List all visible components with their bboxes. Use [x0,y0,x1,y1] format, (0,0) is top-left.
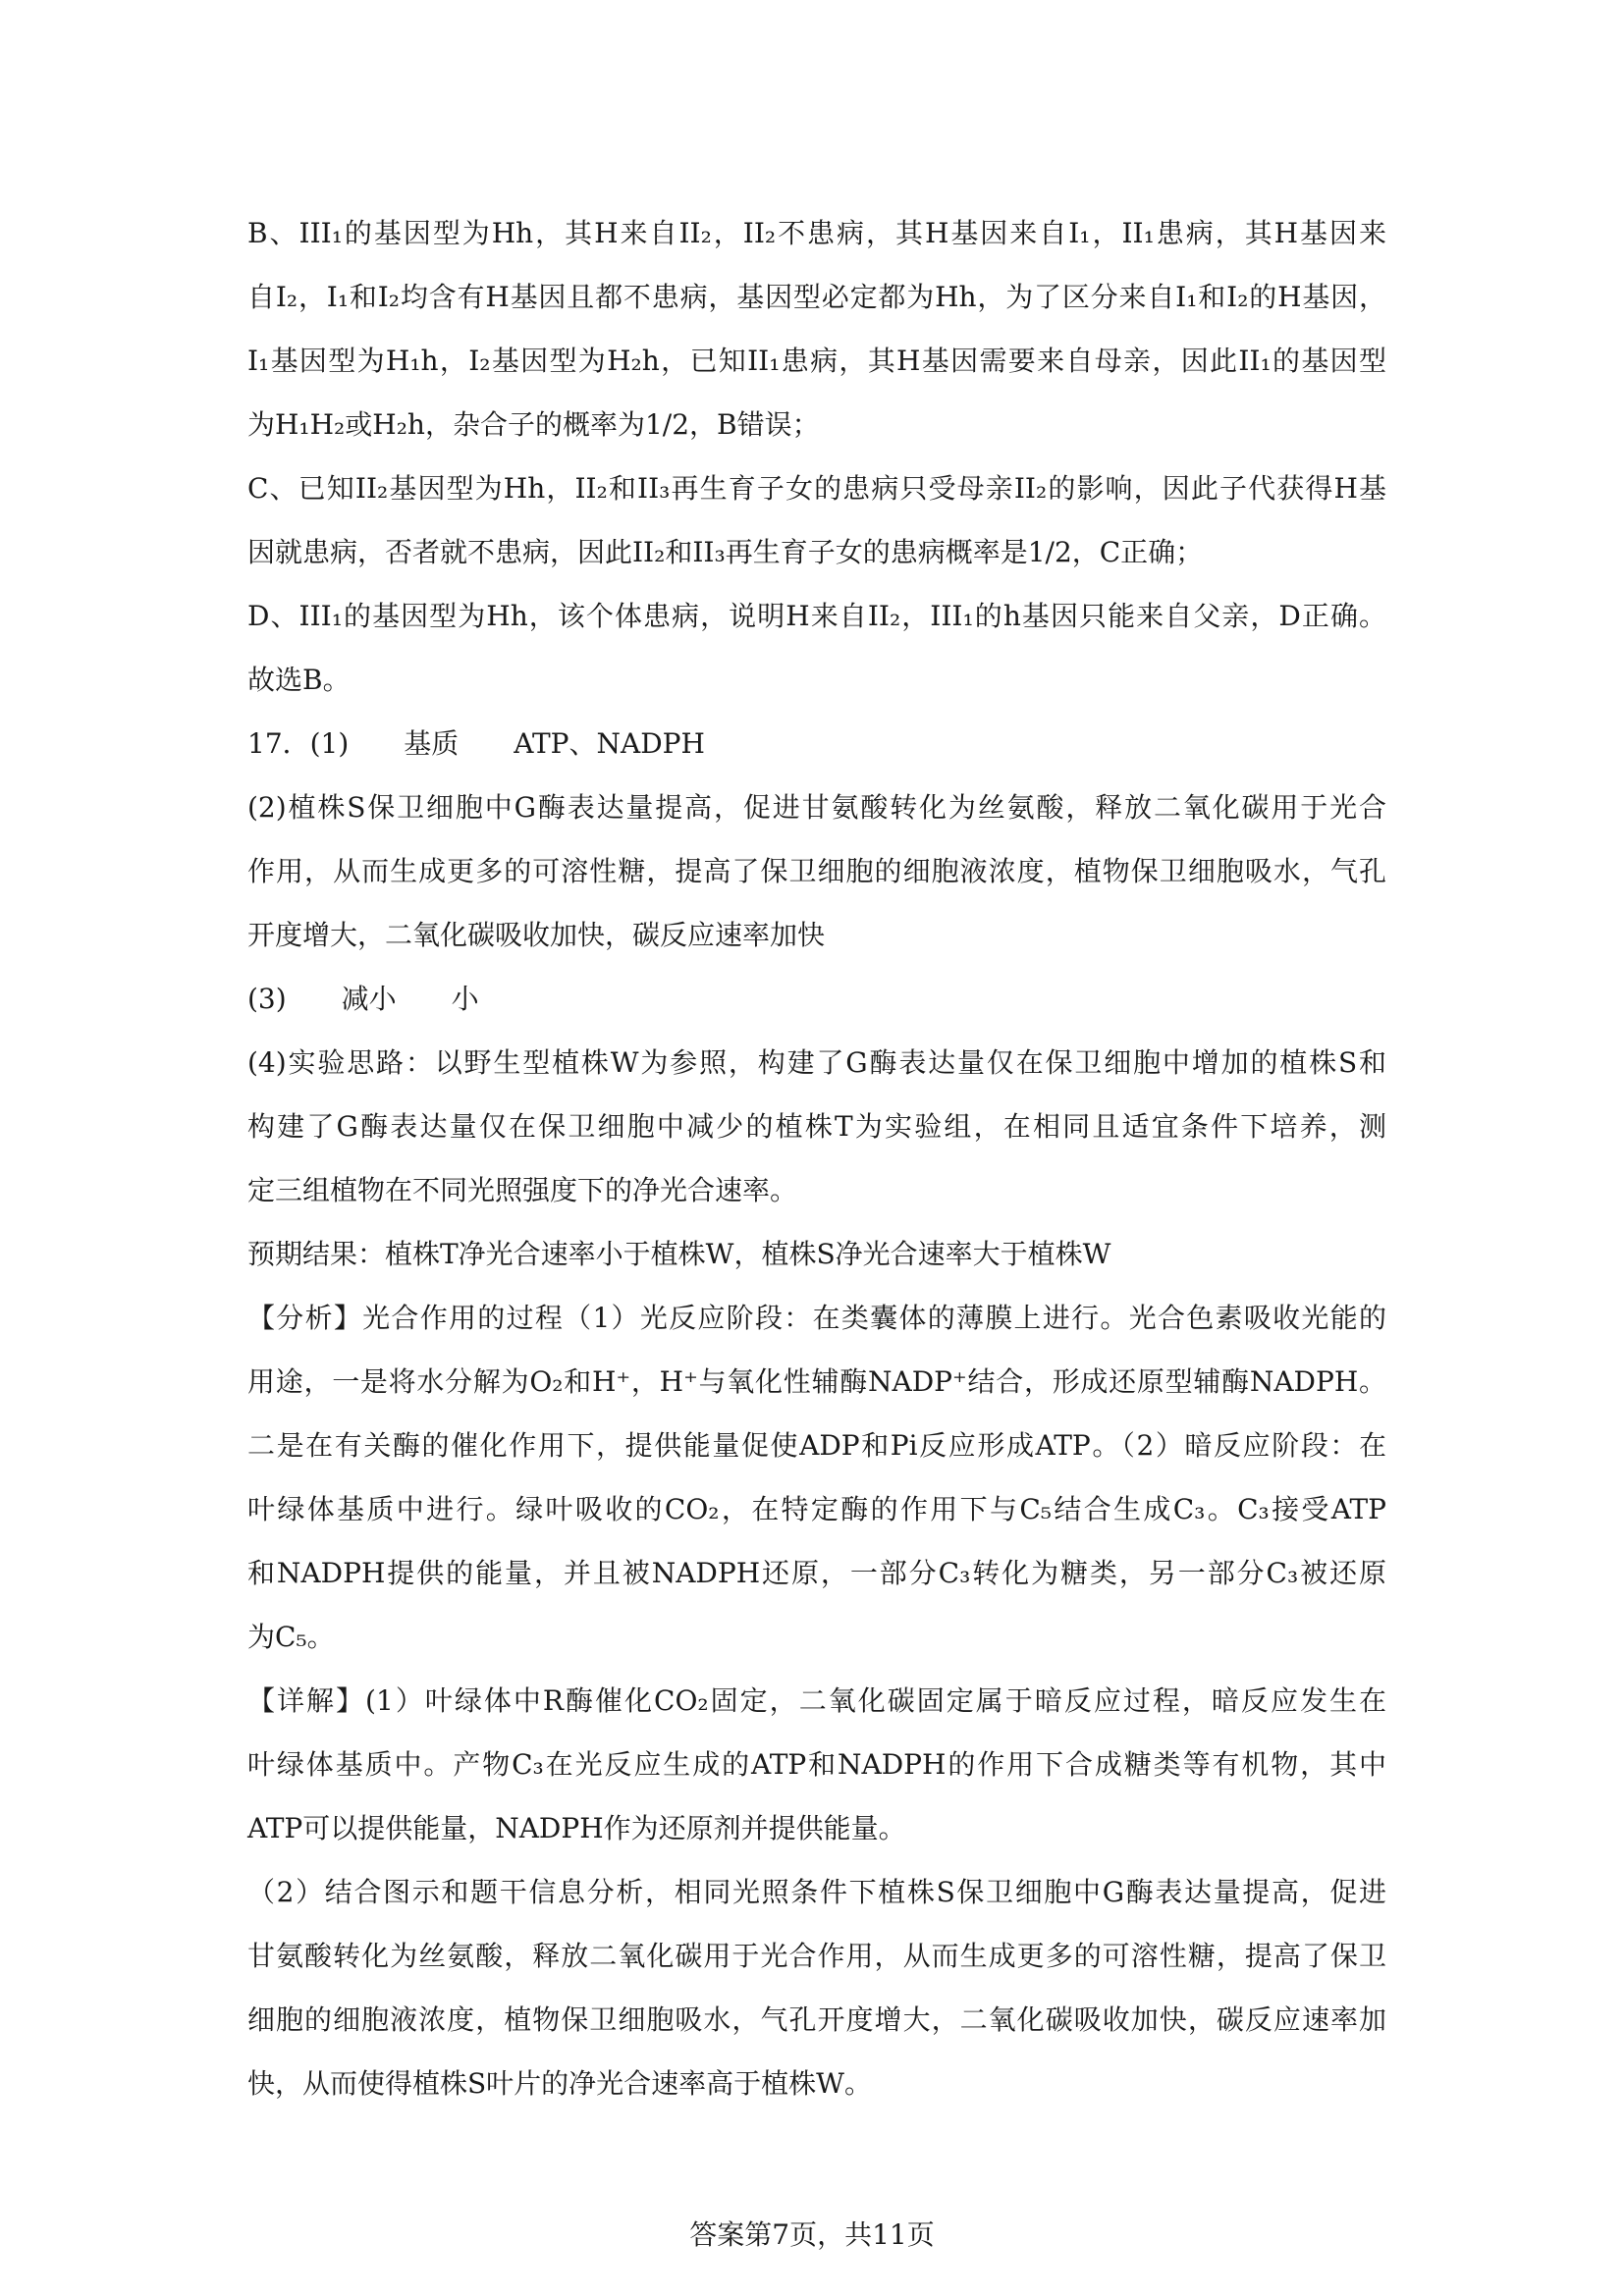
text-line: 作用，从而生成更多的可溶性糖，提高了保卫细胞的细胞液浓度，植物保卫细胞吸水，气孔 [247,855,1386,887]
detail-section-part-2 [247,1860,1386,2115]
text-line: 【详解】(1）叶绿体中R酶催化CO₂固定，二氧化碳固定属于暗反应过程，暗反应发生在 [247,1684,1386,1717]
text-line: 甘氨酸转化为丝氨酸，释放二氧化碳用于光合作用，从而生成更多的可溶性糖，提高了保卫 [247,1940,1386,1972]
question-17-part-4-answer [247,1031,1386,1222]
text-line: 预期结果：植株T净光合速率小于植株W，植株S净光合速率大于植株W [247,1238,1111,1270]
detail-section-part-1 [247,1669,1386,1860]
page-footer: 答案第7页，共11页 [689,2218,935,2251]
text-line: 用途，一是将水分解为O₂和H⁺，H⁺与氧化性辅酶NADP⁺结合，形成还原型辅酶NADPH。 [247,1365,1386,1398]
text-line: 细胞的细胞液浓度，植物保卫细胞吸水，气孔开度增大，二氧化碳吸收加快，碳反应速率加 [247,2003,1386,2036]
text-line: (4)实验思路：以野生型植株W为参照，构建了G酶表达量仅在保卫细胞中增加的植株S和 [247,1046,1386,1079]
text-line: ATP可以提供能量，NADPH作为还原剂并提供能量。 [247,1812,906,1844]
text-line: 叶绿体基质中。产物C₃在光反应生成的ATP和NADPH的作用下合成糖类等有机物，其中 [247,1748,1386,1781]
text-line: （2）结合图示和题干信息分析，相同光照条件下植株S保卫细胞中G酶表达量提高，促进 [247,1876,1386,1908]
question-17-part-3-answer [247,967,1386,1031]
text-line: 【分析】光合作用的过程（1）光反应阶段：在类囊体的薄膜上进行。光合色素吸收光能的 [247,1302,1386,1334]
question-17-part-1-answer [247,712,1386,775]
text-line: D、III₁的基因型为Hh，该个体患病，说明H来自II₂，III₁的h基因只能来自父亲，D正确。 [247,600,1386,632]
answer-option-c [247,456,1386,584]
analysis-section [247,1286,1386,1669]
answer-page-body [247,201,1386,2115]
answer-option-b [247,201,1386,456]
text-line: 叶绿体基质中进行。绿叶吸收的CO₂，在特定酶的作用下与C₅结合生成C₃。C₃接受ATP [247,1493,1386,1525]
text-line: 为H₁H₂或H₂h，杂合子的概率为1/2，B错误； [247,408,820,441]
text-line: 快，从而使得植株S叶片的净光合速率高于植株W。 [247,2067,872,2100]
text-line: B、III₁的基因型为Hh，其H来自II₂，II₂不患病，其H基因来自I₁，II₁患病，其H基因来 [247,217,1386,249]
text-line: (2)植株S保卫细胞中G酶表达量提高，促进甘氨酸转化为丝氨酸，释放二氧化碳用于光合 [247,791,1386,824]
text-line: 故选B。 [247,664,351,696]
text-line: 17．(1) 基质 ATP、NADPH [247,727,705,760]
text-line: 因就患病，否者就不患病，因此II₂和II₃再生育子女的患病概率是1/2，C正确； [247,536,1204,568]
text-line: I₁基因型为H₁h，I₂基因型为H₂h，已知II₁患病，其H基因需要来自母亲，因此II₁的基因型 [247,345,1386,377]
text-line: C、已知II₂基因型为Hh，II₂和II₃再生育子女的患病只受母亲II₂的影响，因此子代获得H基 [247,472,1386,505]
text-line: 和NADPH提供的能量，并且被NADPH还原，一部分C₃转化为糖类，另一部分C₃被还原 [247,1557,1386,1589]
text-line: 自I₂，I₁和I₂均含有H基因且都不患病，基因型必定都为Hh，为了区分来自I₁和I₂的H基因， [247,281,1386,313]
text-line: 开度增大，二氧化碳吸收加快，碳反应速率加快 [247,919,826,951]
text-line: 为C₅。 [247,1621,335,1653]
text-line: 构建了G酶表达量仅在保卫细胞中减少的植株T为实验组，在相同且适宜条件下培养，测 [247,1110,1386,1143]
text-line: 二是在有关酶的催化作用下，提供能量促使ADP和Pi反应形成ATP。（2）暗反应阶段：在 [247,1429,1386,1462]
text-line: 定三组植物在不同光照强度下的净光合速率。 [247,1174,798,1206]
text-line: (3) 减小 小 [247,983,479,1015]
question-17-part-2-answer [247,775,1386,967]
answer-option-d [247,584,1386,712]
expected-result [247,1222,1386,1286]
